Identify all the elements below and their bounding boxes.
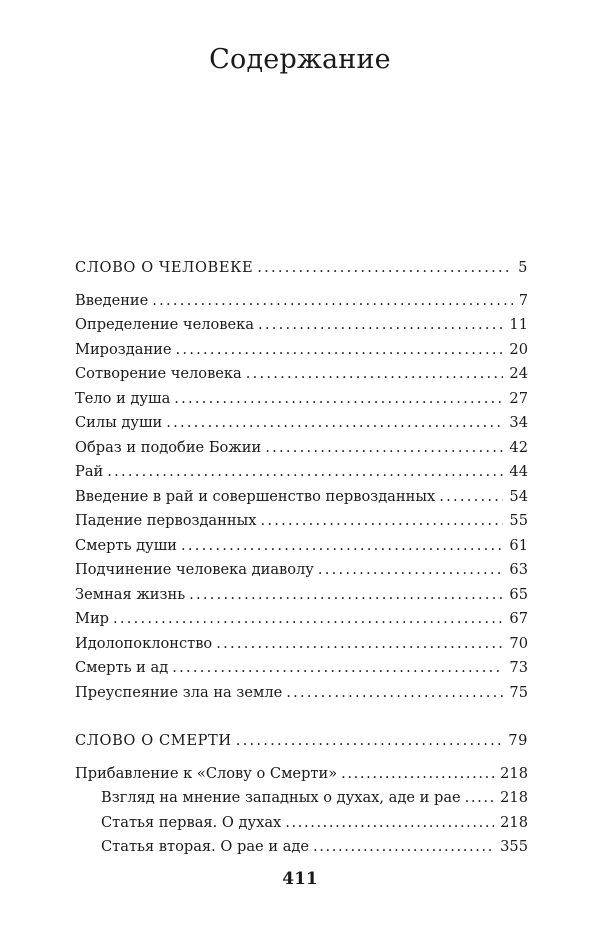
toc-page-number: 218	[500, 789, 528, 806]
toc-page-number: 61	[509, 536, 528, 554]
toc-entry-label: Земная жизнь	[75, 585, 186, 603]
leader-dots	[265, 436, 503, 461]
toc-entry-label: Силы души	[75, 414, 163, 431]
toc-page-number: 54	[509, 487, 528, 505]
leader-dots	[189, 583, 503, 608]
toc-page-number: 63	[509, 561, 528, 578]
leader-dots	[172, 656, 503, 681]
toc-page-number: 55	[509, 512, 528, 529]
toc-entry[interactable]	[75, 289, 528, 314]
toc-section-label: СЛОВО О ЧЕЛОВЕКЕ	[75, 259, 254, 276]
toc-entry[interactable]	[75, 583, 528, 608]
toc-section-label: СЛОВО О СМЕРТИ	[75, 732, 232, 749]
toc-entry[interactable]	[75, 786, 528, 811]
leader-dots	[181, 534, 503, 559]
toc-entry[interactable]	[75, 762, 528, 787]
toc-entry-label: Прибавление к «Слову о Смерти»	[75, 764, 338, 782]
leader-dots	[176, 338, 504, 363]
toc-entry[interactable]	[75, 656, 528, 681]
leader-dots	[465, 786, 494, 811]
toc-entry[interactable]	[75, 338, 528, 363]
toc-page-number: 5	[518, 259, 528, 276]
leader-dots	[439, 485, 503, 510]
leader-dots	[258, 313, 503, 338]
toc-entry-label: Статья вторая. О рае и аде	[101, 838, 310, 855]
toc-entry-label: Подчинение человека диаволу	[75, 561, 314, 578]
toc-entry-label: Смерть души	[75, 536, 178, 554]
toc-page-number: 20	[509, 340, 528, 358]
page-title: Содержание	[209, 44, 391, 75]
toc-entry[interactable]	[75, 558, 528, 583]
leader-dots	[236, 729, 503, 754]
leader-dots	[313, 835, 494, 860]
toc-entry-label: Взгляд на мнение западных о духах, аде и рае	[101, 789, 461, 806]
leader-dots	[216, 632, 503, 657]
toc-page-number: 7	[518, 291, 528, 309]
toc-entry-label: Рай	[75, 463, 104, 480]
toc-entry-label: Смерть и ад	[75, 659, 169, 676]
toc-entry[interactable]	[75, 485, 528, 510]
toc-page-number: 42	[509, 438, 528, 456]
toc-entry[interactable]	[75, 411, 528, 436]
toc-section-2[interactable]	[75, 729, 528, 754]
toc-entry[interactable]	[75, 534, 528, 559]
leader-dots	[113, 607, 503, 632]
toc-page-number: 34	[509, 414, 528, 431]
toc-entry[interactable]	[75, 811, 528, 836]
leader-dots	[286, 681, 503, 706]
toc-section-1[interactable]	[75, 256, 528, 281]
toc-entry-label: Идолопоклонство	[75, 634, 213, 652]
toc-page-number: 218	[500, 764, 528, 782]
toc-page-number: 44	[509, 463, 528, 480]
toc-entry-label: Падение первозданных	[75, 512, 257, 529]
toc-entry[interactable]	[75, 607, 528, 632]
toc-entry[interactable]	[75, 835, 528, 860]
leader-dots	[166, 411, 503, 436]
toc-entry[interactable]	[75, 681, 528, 706]
toc-page-number: 27	[509, 389, 528, 407]
toc-entry[interactable]	[75, 313, 528, 338]
leader-dots	[318, 558, 504, 583]
toc-entry-label: Образ и подобие Божии	[75, 438, 262, 456]
toc-page-number: 67	[509, 610, 528, 627]
leader-dots	[107, 460, 503, 485]
toc-page-number: 75	[509, 683, 528, 701]
leader-dots	[257, 256, 512, 281]
toc-entry[interactable]	[75, 387, 528, 412]
leader-dots	[174, 387, 503, 412]
toc-page-number: 11	[509, 316, 528, 333]
toc-page-number: 355	[500, 838, 528, 855]
toc-page-number: 70	[509, 634, 528, 652]
toc-page-number: 65	[509, 585, 528, 603]
toc-page-number: 73	[509, 659, 528, 676]
toc-entry-label: Введение	[75, 291, 149, 309]
leader-dots	[152, 289, 512, 314]
toc-page-number: 79	[508, 732, 528, 749]
toc-page-number: 24	[509, 365, 528, 382]
table-of-contents	[75, 256, 528, 860]
toc-entry[interactable]	[75, 436, 528, 461]
leader-dots	[285, 811, 494, 836]
leader-dots	[260, 509, 503, 534]
leader-dots	[246, 362, 504, 387]
toc-entry-label: Введение в рай и совершенство первозданных	[75, 487, 436, 505]
toc-entry[interactable]	[75, 632, 528, 657]
toc-entry-label: Определение человека	[75, 316, 254, 333]
toc-entry-label: Статья первая. О духах	[101, 813, 282, 831]
toc-entry-label: Мир	[75, 610, 110, 627]
toc-entry[interactable]	[75, 460, 528, 485]
toc-entry-label: Преуспеяние зла на земле	[75, 683, 283, 701]
toc-entry[interactable]	[75, 362, 528, 387]
toc-entry-label: Тело и душа	[75, 389, 171, 407]
page-number: 411	[282, 869, 318, 889]
toc-entry[interactable]	[75, 509, 528, 534]
toc-entry-label: Мироздание	[75, 340, 172, 358]
toc-entry-label: Сотворение человека	[75, 365, 242, 382]
leader-dots	[341, 762, 494, 787]
toc-page-number: 218	[500, 813, 528, 831]
